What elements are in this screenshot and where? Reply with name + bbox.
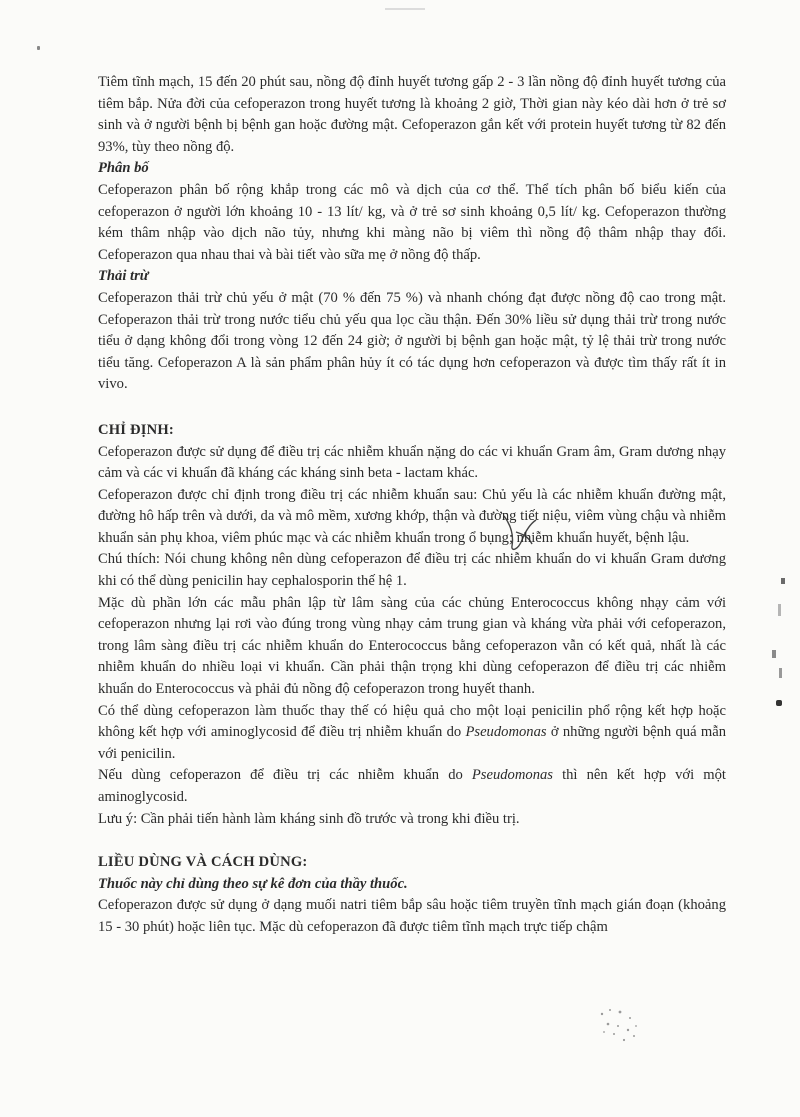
- elimination-heading: Thải trừ: [98, 268, 149, 285]
- dosage-title: LIỀU DÙNG VÀ CÁCH DÙNG:: [98, 854, 308, 871]
- scan-artifact: [776, 700, 782, 706]
- scan-artifact: [781, 578, 785, 584]
- indications-paragraph: [98, 701, 726, 766]
- document-page: [98, 72, 726, 939]
- distribution-heading: Phân bố: [98, 160, 149, 177]
- organism-name: Pseudomonas: [471, 767, 553, 784]
- pk-intro-paragraph: Tiêm tĩnh mạch, 15 đến 20 phút sau, nồng độ đỉnh huyết tương gấp 2 - 3 lần nồng độ đỉnh huyết tương của tiêm bắp. Nửa đời của cefoperazon trong huyết tương là khoảng 2 giờ, Thời gian này kéo dài hơn ở trẻ sơ sinh và ở người bệnh bị bệnh gan hoặc đường mật. Cefoperazon gắn kết với protein huyết tương từ 82 đến 93%, tùy theo nồng độ.: [98, 74, 726, 155]
- indications-caution: Lưu ý: Cần phải tiến hành làm kháng sinh đồ trước và trong khi điều trị.: [98, 810, 520, 827]
- text-span: Nếu dùng cefoperazon để điều trị các nhiễm khuẩn do: [98, 767, 472, 784]
- text-span: thì nên kết hợp với một aminoglycosid.: [98, 767, 726, 805]
- organism-name: Pseudomonas: [465, 724, 547, 741]
- indications-paragraph: [98, 765, 726, 808]
- indications-note: Chú thích: Nói chung không nên dùng cefoperazon để điều trị các nhiễm khuẩn do vi khuẩn Gram dương khi có thể dùng penicilin hay cephalosporin thế hệ 1.: [98, 551, 726, 590]
- indications-title: CHỈ ĐỊNH:: [98, 421, 174, 438]
- scan-artifact: [778, 604, 781, 616]
- scan-artifact: [385, 8, 425, 10]
- stamp-mark: [590, 1000, 650, 1050]
- scan-artifact: [779, 668, 782, 678]
- dosage-paragraph: Cefoperazon được sử dụng ở dạng muối natri tiêm bắp sâu hoặc tiêm truyền tĩnh mạch gián đoạn (khoảng 15 - 30 phút) hoặc liên tục. Mặc dù cefoperazon đã được tiêm tĩnh mạch trực tiếp chậm: [98, 897, 726, 935]
- distribution-paragraph: Cefoperazon phân bố rộng khắp trong các mô và dịch của cơ thể. Thể tích phân bố biểu kiến của cefoperazon ở người lớn khoảng 10 - 13 lít/ kg, và ở trẻ sơ sinh khoảng 0,5 lít/ kg. Cefoperazon thường kém thâm nhập vào dịch não tủy, nhưng khi màng não bị viêm thì nồng độ thâm nhập thay đổi. Cefoperazon qua nhau thai và bài tiết vào sữa mẹ ở nồng độ thấp.: [98, 181, 726, 263]
- scan-artifact: [37, 46, 40, 50]
- text-span: Có thể dùng cefoperazon làm thuốc thay thế có hiệu quả cho một loại penicilin phổ rộng kết hợp hoặc không kết hợp với aminoglycosid để điều trị nhiễm khuẩn do: [98, 702, 726, 741]
- scan-artifact: [772, 650, 776, 658]
- indications-paragraph: Mặc dù phần lớn các mẫu phân lập từ lâm sàng của các chủng Enterococcus không nhạy cảm với cefoperazon nhưng lại rơi vào đúng trong vùng nhạy cảm trung gian và kháng vừa phải với cefoperazon, trong lâm sàng điều trị các nhiễm khuẩn do Enterococcus bằng cefoperazon vẫn có kết quả, nhất là các nhiễm khuẩn do nhiều loại vi khuẩn. Cần phải thận trọng khi dùng cefoperazon để điều trị các nhiễm khuẩn do Enterococcus và phải đủ nồng độ cefoperazon trong huyết thanh.: [98, 594, 726, 698]
- indications-paragraph: Cefoperazon được sử dụng để điều trị các nhiễm khuẩn nặng do các vi khuẩn Gram âm, Gram dương nhạy cảm và các vi khuẩn đã kháng các kháng sinh beta - lactam khác.: [98, 443, 726, 482]
- text-span: ở những người bệnh quá mẫn với penicilin.: [98, 724, 726, 762]
- elimination-paragraph: Cefoperazon thải trừ chủ yếu ở mật (70 % đến 75 %) và nhanh chóng đạt được nồng độ cao trong mật. Cefoperazon thải trừ trong nước tiểu chủ yếu qua lọc cầu thận. Đến 30% liều sử dụng thải trừ trong nước tiểu ở dạng không đổi trong vòng 12 đến 24 giờ; ở người bị bệnh gan hoặc mật, tỷ lệ thải trừ trong nước tiểu tăng. Cefoperazon A là sản phẩm phân hủy ít có tác dụng hơn cefoperazon và được tìm thấy rất ít in vivo.: [98, 289, 726, 393]
- prescription-note: Thuốc này chỉ dùng theo sự kê đơn của thầy thuốc.: [98, 875, 408, 892]
- indications-paragraph: Cefoperazon được chỉ định trong điều trị các nhiễm khuẩn sau: Chủ yếu là các nhiễm khuẩn đường mật, đường hô hấp trên và dưới, da và mô mềm, xương khớp, thận và đường tiết niệu, viêm vùng chậu và nhiễm khuẩn sản phụ khoa, viêm phúc mạc và các nhiễm khuẩn trong ổ bụng; nhiễm khuẩn huyết, bệnh lậu.: [98, 486, 726, 546]
